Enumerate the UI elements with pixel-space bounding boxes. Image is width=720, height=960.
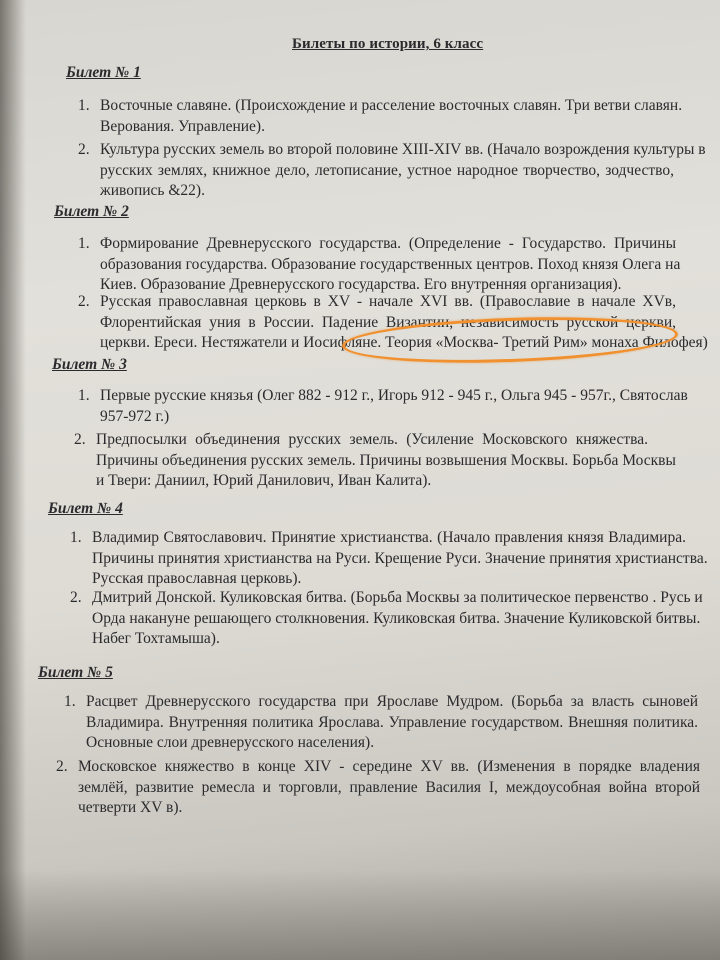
ticket-3-item-2 <box>74 430 676 492</box>
item-number: 1. <box>64 693 76 710</box>
item-line: Первые русские князья (Олег 882 - 912 г., Игорь 912 - 945 г., Ольга 945 - 957г., Святослав <box>100 387 688 404</box>
item-line: Русская православная церковь в XV - начале XVI вв. (Православие в начале XVв, <box>100 293 676 310</box>
document-title: Билеты по истории, 6 класс <box>292 36 484 52</box>
item-number: 1. <box>78 235 90 252</box>
item-number: 1. <box>78 97 90 114</box>
item-line: образования государства. Образование государственных центров. Поход князя Олега на <box>100 255 681 273</box>
item-line: Формирование Древнерусского государства. (Определение - Государство. Причины <box>100 235 676 252</box>
ticket-heading-2: Билет № 2 <box>54 203 129 220</box>
item-line: Русская православная церковь). <box>92 570 302 587</box>
item-line: Владимир Святославович. Принятие христианства. (Начало правления князя Владимира. <box>92 529 686 546</box>
item-line: Верования. Управление). <box>100 117 265 135</box>
item-number: 2. <box>56 758 68 775</box>
item-line: землёй, развитие ремесла и торговли, правление Василия I, междоусобная война второй <box>78 778 700 796</box>
ticket-1-item-2 <box>78 140 706 202</box>
item-line: Киев. Образование Древнерусского государства. Его внутренняя организация). <box>100 276 622 293</box>
item-number: 2. <box>70 589 82 606</box>
item-line: четверти XV в). <box>78 799 183 816</box>
ticket-heading-5: Билет № 5 <box>38 664 113 681</box>
item-line: церкви. Ереси. Нестяжатели и Иосифляне. Теория «Москва- Третий Рим» монаха Филофея) <box>100 334 708 351</box>
item-line: русских землях, книжное дело, летописание, устное народное творчество, зодчество, <box>100 161 674 179</box>
item-line: Предпосылки объединения русских земель. (Усиление Московского княжества. <box>96 431 648 448</box>
ticket-4-item-2 <box>70 588 703 650</box>
item-number: 1. <box>78 387 90 404</box>
item-line: Орда накануне решающего столкновения. Куликовская битва. Значение Куликовской битвы. <box>92 609 701 627</box>
ticket-heading-3: Билет № 3 <box>52 356 127 373</box>
item-line: Дмитрий Донской. Куликовская битва. (Борьба Москвы за политическое первенство . Русь и <box>92 589 703 606</box>
item-line: Культура русских земель во второй половине XIII-XIV вв. (Начало возрождения культуры в <box>100 141 706 158</box>
item-line: Восточные славяне. (Происхождение и расселение восточных славян. Три ветви славян. <box>100 97 683 114</box>
item-line: Причины принятия христианства на Руси. Крещение Руси. Значение принятия христианства. <box>92 549 708 567</box>
item-line: Московское княжество в конце XIV - середине XV вв. (Изменения в порядке владения <box>78 758 700 775</box>
item-number: 2. <box>78 293 90 310</box>
item-number: 1. <box>70 529 82 546</box>
ticket-heading-4: Билет № 4 <box>48 500 123 517</box>
item-line: Причины объединения русских земель. Причины возвышения Москвы. Борьба Москвы <box>96 451 676 469</box>
item-line: Флорентийская уния в России. Падение Византии, независимость русской церкви, <box>100 313 676 331</box>
item-line: живопись &22). <box>100 182 205 199</box>
item-line: и Твери: Даниил, Юрий Данилович, Иван Калита). <box>96 472 432 489</box>
item-line: Набег Тохтамыша). <box>92 630 220 647</box>
ticket-1-item-1 <box>78 96 683 137</box>
ticket-heading-1: Билет № 1 <box>66 64 141 81</box>
ticket-5-item-2 <box>56 757 700 819</box>
item-line: Расцвет Древнерусского государства при Ярославе Мудром. (Борьба за власть сыновей <box>86 693 698 710</box>
ticket-4-item-1 <box>70 528 708 590</box>
ticket-5-item-1 <box>64 692 698 754</box>
item-number: 2. <box>78 141 90 158</box>
item-line: Основные слои древнерусского населения). <box>86 734 375 751</box>
item-line: Владимира. Внутренняя политика Ярослава. Управление государством. Внешняя политика. <box>86 713 698 731</box>
item-line: 957-972 г.) <box>100 407 170 425</box>
page-bottom-shadow <box>0 870 720 960</box>
page-edge-shadow <box>0 0 26 960</box>
ticket-3-item-1 <box>78 386 688 427</box>
ticket-2-item-1 <box>78 234 681 296</box>
item-number: 2. <box>74 431 86 448</box>
